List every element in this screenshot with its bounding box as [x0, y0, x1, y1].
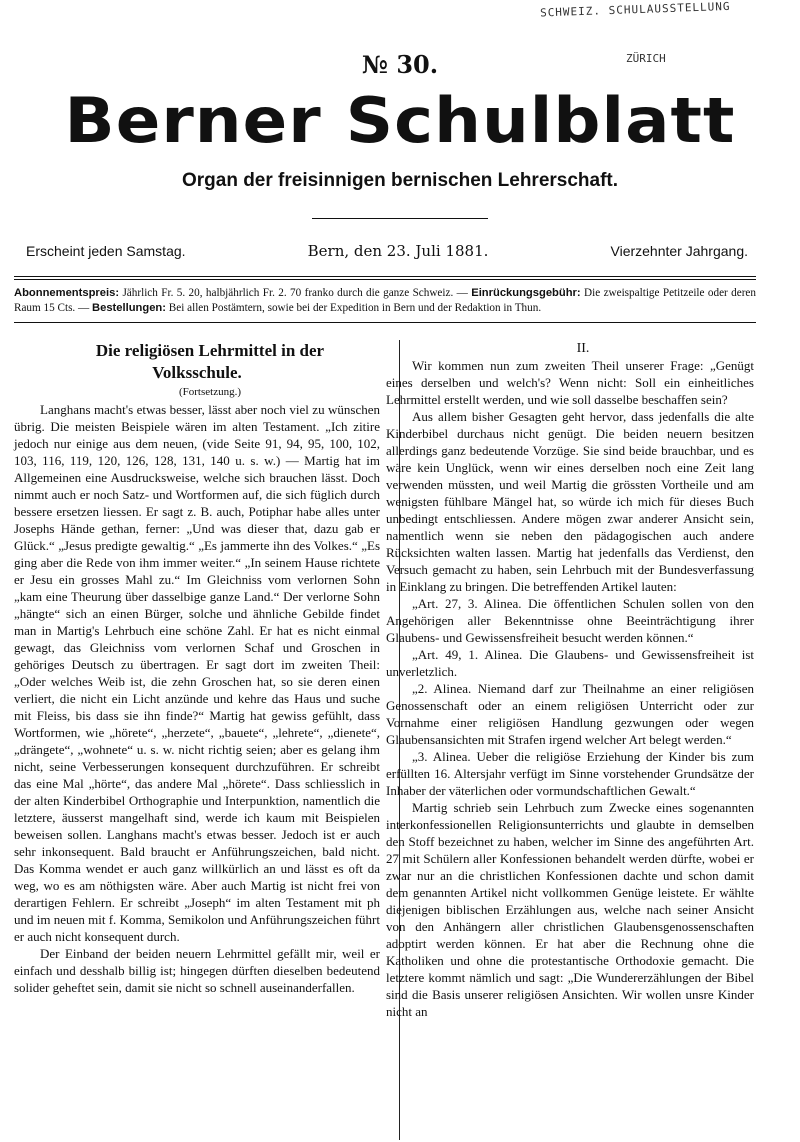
body-paragraph: Martig schrieb sein Lehrbuch zum Zwecke eines sogenannten interkonfessionellen Religionsunterrichts und glaubte in demselben den Stoff bezeichnet zu haben, welcher im Sinne des angeführten Art. 27 mit Schülern aller Konfessionen behandelt werden dürfte, wobei er zwar nur an die christlichen Konfessionen dachte und schon damit dem genannten Artikel nicht vollkommen Genüge leistete. Er wählte diejenigen biblischen Erzählungen aus, welche nach seiner Ansicht von den Anhängern aller christlichen Glaubensgenossenschaften adoptirt werden können. Er hat aber die Rechnung ohne die Katholiken und ohne die protestantische Orthodoxie gemacht. Die letztere kommt nämlich und sagt: „Die Wundererzählungen der Bibel sind die Basis unserer religiösen Ansichten. Wir wollen unsre Kinder nicht an — [386, 800, 754, 1019]
subscription-price-text: Jährlich Fr. 5. 20, halbjährlich Fr. 2. 70 franko durch die ganze Schweiz. — — [119, 287, 472, 299]
body-paragraph: Wir kommen nun zum zweiten Theil unserer Frage: „Genügt eines derselben und welch's? Wenn nicht: Soll ein einheitliches Lehrmittel erstellt werden, und wie soll dasselbe beschaffen sein? — [386, 358, 754, 407]
newspaper-subtitle: Organ der freisinnigen bernischen Lehrerschaft. — [181, 170, 619, 191]
quoted-article: „Art. 49, 1. Alinea. Die Glaubens- und Gewissensfreiheit ist unverletzlich. — [386, 647, 754, 679]
right-column — [386, 340, 754, 1020]
content-top-rule — [14, 322, 756, 323]
body-paragraph: Langhans macht's etwas besser, lässt aber noch viel zu wünschen übrig. Die meisten Beispiele wären im alten Testament. „Ich zitire jedoch nur einige aus dem neuen, (vide Seite 91, 94, 95, 100, 102, 103, 116, 119, 120, 126, 128, 131, 140 u. s. w.) — Martig hat im Allgemeinen eine Ausdrucksweise, welche sich brauchen lässt. Doch nimmt auch er noch Satz- und Wortformen auf, die sich füglich durch bessere ersetzen liessen. Er sagt z. B. auch, Potiphar habe alles unter Josephs Hände gethan, ferner: „Und was dieser that, dazu gab er Glück.“ „Jesus predigte gewaltig.“ „Es jammerte ihn des Volkes.“ „Es ging aber die Rede von ihm immer weiter.“ „In seinem Hause richtete er Jesu ein grosses Mahl zu.“ Im Gleichniss vom verlornen Sohn „kam eine Theurung über dasselbige ganze Land.“ Der verlorne Sohn „hängte“ sich an einen Bürger, solche und ähnliche Gebilde findet man in Martig's Lehrbuch eine schöne Zahl. Er hat es nicht einmal gewagt, das Gleichniss vom verlornen Schaf und Groschen in gehöriges Deutsch zu übertragen. Er sagt dort im zweiten Theil: „Oder welches Weib ist, die zehn Groschen hat, so sie deren einen verliert, die nicht ein Licht anzünde und kehre das Haus und suche mit Fleiss, bis dass sie ihn finde?“ Martig hat gewiss gefühlt, dass Wortformen, wie „hörete“, „herzete“, „bauete“, „lehrete“, „dienete“, „drängete“, „wohnete“ u. s. w. nicht richtig seien; aber es gelang ihm nicht, seine Verbesserungen konsequent durchzuführen. Er schreibt das eine Mal „hörte“, das andere Mal „hörete“. Dass schliesslich in der alten Kinderbibel Orthographie und Interpunktion, namentlich die letztere, äusserst mangelhaft sind, werde ich kaum mit Beispielen beweisen sollen. Langhans macht's etwas besser. Jedoch ist er auch sehr inkonsequent. Bald braucht er Anführungszeichen, bald nicht. Das Komma wendet er auch ganz willkürlich an und lässt es oft da weg, wo es am nöthigsten wäre. Aber auch Martig ist nicht frei von derartigen Fehlern. Er schreibt „Joseph“ im alten Testament mit ph und im neuen mit f. Komma, Semikolon und Anführungszeichen führt er auch nicht konsequent durch. — [14, 402, 380, 944]
article-title-line1: Die religiösen Lehrmittel in der — [95, 341, 325, 360]
orders-text: Bei allen Postämtern, sowie bei der Expedition in Bern und der Redaktion in Thun. — [166, 302, 542, 314]
subscription-price-label: Abonnementspreis: — [14, 287, 120, 299]
publication-frequency: Erscheint jeden Samstag. — [26, 243, 186, 259]
orders-label: Bestellungen: — [92, 302, 166, 314]
section-number: II. — [576, 341, 590, 356]
issue-info-line — [26, 242, 748, 264]
archive-stamp-city: ZÜRICH — [626, 52, 666, 65]
insertion-fee-text: Die zweispaltige Petitzeile oder deren Raum 15 Cts. — — [14, 287, 756, 314]
archive-stamp: SCHWEIZ. SCHULAUSSTELLUNG — [539, 0, 731, 20]
header-rule — [14, 276, 756, 280]
quoted-article: „3. Alinea. Ueber die religiöse Erziehung der Kinder bis zum erfüllten 16. Altersjahr verfügt im Sinne vorstehender Grundsätze der Inhaber der väterlichen oder vormundschaftlichen Gewalt.“ — [386, 749, 754, 798]
volume-year: Vierzehnter Jahrgang. — [610, 243, 748, 259]
newspaper-title: Berner Schulblatt — [64, 84, 736, 157]
left-column — [14, 340, 380, 996]
issue-date: Bern, den 23. Juli 1881. — [307, 242, 489, 260]
quoted-article: „Art. 27, 3. Alinea. Die öffentlichen Schulen sollen von den Angehörigen aller Bekenntnisse ohne Beeinträchtigung ihrer Glaubens- und Gewissensfreiheit besucht werden können.“ — [386, 596, 754, 645]
body-paragraph: Der Einband der beiden neuern Lehrmittel gefällt mir, weil er einfach und desshalb billig ist; hingegen dürften dieselben bedeutend solider geheftet sein, damit sie nicht so schnell auseinanderfallen. — [14, 946, 380, 995]
insertion-fee-label: Einrückungsgebühr: — [471, 287, 581, 299]
issue-number: № 30. — [361, 50, 439, 79]
article-title — [14, 340, 380, 384]
title-divider — [312, 218, 488, 219]
subscription-info — [14, 286, 756, 316]
continuation-note: (Fortsetzung.) — [178, 386, 241, 398]
quoted-article: „2. Alinea. Niemand darf zur Theilnahme an einer religiösen Genossenschaft oder an einem religiösen Unterricht oder zur Vornahme einer religiösen Handlung gezwungen oder wegen Glaubensansichten mit Strafen irgend welcher Art belegt werden.“ — [386, 681, 754, 747]
body-paragraph: Aus allem bisher Gesagten geht hervor, dass jedenfalls die alte Kinderbibel durchaus nicht genügt. Die beiden neuern besitzen allerdings ganz bedeutende Vorzüge. Sie sind beide brauchbar, und es wäre kein Unglück, wenn wir eines derselben noch eine Zeit lang verwenden müssten, und weil Martig die grössten Vortheile und am wenigsten fühlbare Mängel hat, so würde ich mich für dieses Buch unbedingt entschliessen. Andere mögen zwar anderer Ansicht sein, namentlich wenn sie neben den pädagogischen auch andere Rücksichten walten lassen. Martig hat jedenfalls das Verdienst, den Versuch gemacht zu haben, sein Lehrbuch mit der Bundesverfassung in Einklang zu bringen. Die betreffenden Artikel lauten: — [386, 409, 754, 594]
article-title-line2: Volksschule. — [152, 363, 242, 382]
